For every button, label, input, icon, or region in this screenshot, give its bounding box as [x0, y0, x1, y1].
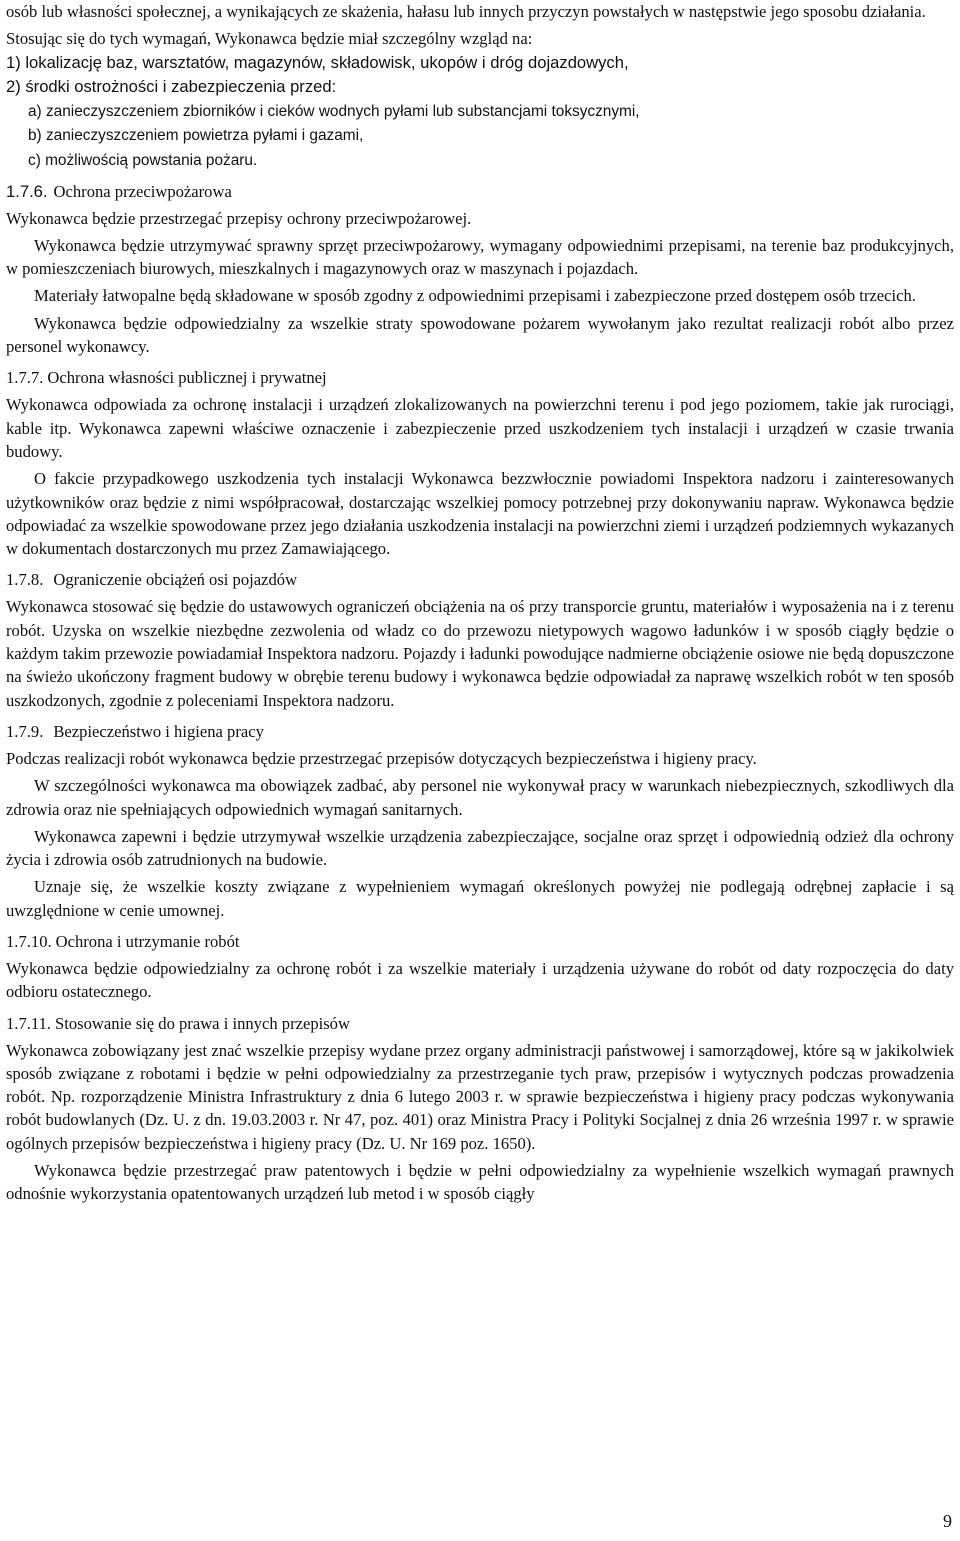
paragraph-intro-lead: Stosując się do tych wymagań, Wykonawca będzie miał szczególny wzgląd na: [6, 29, 533, 49]
list-item: a) zanieczyszczeniem zbiorników i cieków wodnych pyłami lub substancjami toksycznymi, [28, 102, 640, 120]
page-number: 9 [943, 1511, 952, 1531]
paragraph: Wykonawca będzie odpowiedzialny za ochronę robót i za wszelkie materiały i urządzenia używane do robót od daty rozpoczęcia do daty odbioru ostatecznego. [6, 958, 954, 1002]
paragraph: Wykonawca stosować się będzie do ustawowych ograniczeń obciążenia na oś przy transporcie gruntu, materiałów i wyposażenia na i z terenu robót. Uzyska on wszelkie niezbędne zezwolenia od władz co do przewozu nietypowych wagowo ładunków i w sposób ciągły będzie o każdym takim przewozie powiadamiał Inspektora nadzoru. Pojazdy i ładunki powodujące nadmierne obciążenie osiowe nie będą dopuszczone na świeżo ukończony fragment budowy w obrębie terenu budowy i wykonawca będzie odpowiadał za naprawę wszelkich robót w ten sposób uszkodzonych, zgodnie z poleceniami Inspektora nadzoru. [6, 597, 954, 710]
section-heading-1-7-10 [6, 930, 954, 953]
section-heading-1-7-9 [6, 720, 954, 743]
paragraph: Wykonawca zobowiązany jest znać wszelkie przepisy wydane przez organy administracji państwowej i samorządowej, które są w jakikolwiek sposób związane z robotami i będzie w pełni odpowiedzialny za przestrzeganie tych praw, przepisów i wytycznych podczas prowadzenia robót. Np. rozporządzenie Ministra Infrastruktury z dnia 6 lutego 2003 r. w sprawie bezpieczeństwa i higieny pracy podczas wykonywania robót budowlanych (Dz. U. z dn. 19.03.2003 r. Nr 47, poz. 401) oraz Ministra Pracy i Polityki Socjalnej z dnia 26 września 1997 r. w sprawie ogólnych przepisów bezpieczeństwa i higieny pracy (Dz. U. Nr 169 poz. 1650). [6, 1040, 954, 1153]
section-title: Bezpieczeństwo i higiena pracy [53, 721, 264, 741]
paragraph: Podczas realizacji robót wykonawca będzie przestrzegać przepisów dotyczących bezpieczeństwa i higieny pracy. [6, 748, 757, 768]
list-item: b) zanieczyszczeniem powietrza pyłami i gazami, [28, 127, 364, 145]
paragraph: W szczególności wykonawca ma obowiązek zadbać, aby personel nie wykonywał pracy w warunkach niebezpiecznych, szkodliwych dla zdrowia oraz nie spełniających odpowiednich wymagań sanitarnych. [6, 776, 954, 819]
section-number: 1.7.8. [6, 570, 44, 590]
paragraph: Wykonawca zapewni i będzie utrzymywał wszelkie urządzenia zabezpieczające, socjalne oraz sprzęt i odpowiednią odzież dla ochrony życia i zdrowia osób zatrudnionych na budowie. [6, 826, 954, 870]
section-heading-1-7-6 [6, 180, 954, 203]
paragraph: Wykonawca będzie przestrzegać praw patentowych i będzie w pełni odpowiedzialny za wypełnienie wszelkich wymagań prawnych odnośnie wykorzystania opatentowanych urządzeń lub metod i w sposób ciągły [6, 1161, 954, 1204]
list-item: 2) środki ostrożności i zabezpieczenia przed: [6, 77, 337, 97]
section-number: 1.7.7. [6, 368, 44, 388]
paragraph-intro-tail: osób lub własności społecznej, a wynikających ze skażenia, hałasu lub innych przyczyn powstałych w następstwie jego sposobu działania. [6, 2, 926, 21]
paragraph: Wykonawca odpowiada za ochronę instalacji i urządzeń zlokalizowanych na powierzchni terenu i pod jego poziomem, takie jak rurociągi, kable itp. Wykonawca zapewni właściwe oznaczenie i zabezpieczenie przed uszkodzeniem tych instalacji i urządzeń w czasie trwania budowy. [6, 395, 954, 461]
section-number: 1.7.6. [6, 181, 48, 201]
section-heading-1-7-7 [6, 366, 954, 389]
section-title: Ograniczenie obciążeń osi pojazdów [53, 570, 298, 590]
section-title: Ochrona i utrzymanie robót [55, 931, 240, 951]
section-heading-1-7-11 [6, 1012, 954, 1035]
section-title: Ochrona przeciwpożarowa [53, 181, 232, 201]
paragraph: Materiały łatwopalne będą składowane w sposób zgodny z odpowiednimi przepisami i zabezpieczone przed dostępem osób trzecich. [34, 286, 916, 306]
paragraph: Wykonawca będzie przestrzegać przepisy ochrony przeciwpożarowej. [6, 208, 472, 228]
list-level1 [6, 51, 954, 100]
list-item: 1) lokalizację baz, warsztatów, magazynów, składowisk, ukopów i dróg dojazdowych, [6, 52, 629, 72]
list-item: c) możliwością powstania pożaru. [28, 151, 258, 169]
paragraph: Wykonawca będzie odpowiedzialny za wszelkie straty spowodowane pożarem wywołanym jako rezultat realizacji robót albo przez personel wykonawcy. [6, 313, 954, 357]
document-page [6, 0, 954, 1210]
paragraph: Uznaje się, że wszelkie koszty związane z wypełnieniem wymagań określonych powyżej nie podlegają odrębnej zapłacie i są uwzględnione w cenie umownej. [6, 877, 954, 920]
section-title: Ochrona własności publicznej i prywatnej [47, 368, 327, 388]
list-level2 [6, 100, 954, 174]
section-number: 1.7.9. [6, 721, 44, 741]
section-number: 1.7.11. [6, 1013, 52, 1033]
paragraph: Wykonawca będzie utrzymywać sprawny sprzęt przeciwpożarowy, wymagany odpowiednimi przepisami, na terenie baz produkcyjnych, w pomieszczeniach biurowych, mieszkalnych i magazynowych oraz w maszynach i pojazdach. [6, 235, 954, 279]
section-number: 1.7.10. [6, 931, 52, 951]
paragraph: O fakcie przypadkowego uszkodzenia tych instalacji Wykonawca bezzwłocznie powiadomi Inspektora nadzoru i zainteresowanych użytkowników oraz będzie z nimi współpracował, dostarczając wszelkiej pomocy potrzebnej przy dokonywaniu napraw. Wykonawca będzie odpowiadać za wszelkie spowodowane przez jego działania uszkodzenia instalacji na powierzchni ziemi i urządzeń podziemnych wykazanych w dokumentach dostarczonych mu przez Zamawiającego. [6, 469, 954, 559]
section-heading-1-7-8 [6, 568, 954, 591]
section-title: Stosowanie się do prawa i innych przepisów [55, 1013, 350, 1033]
